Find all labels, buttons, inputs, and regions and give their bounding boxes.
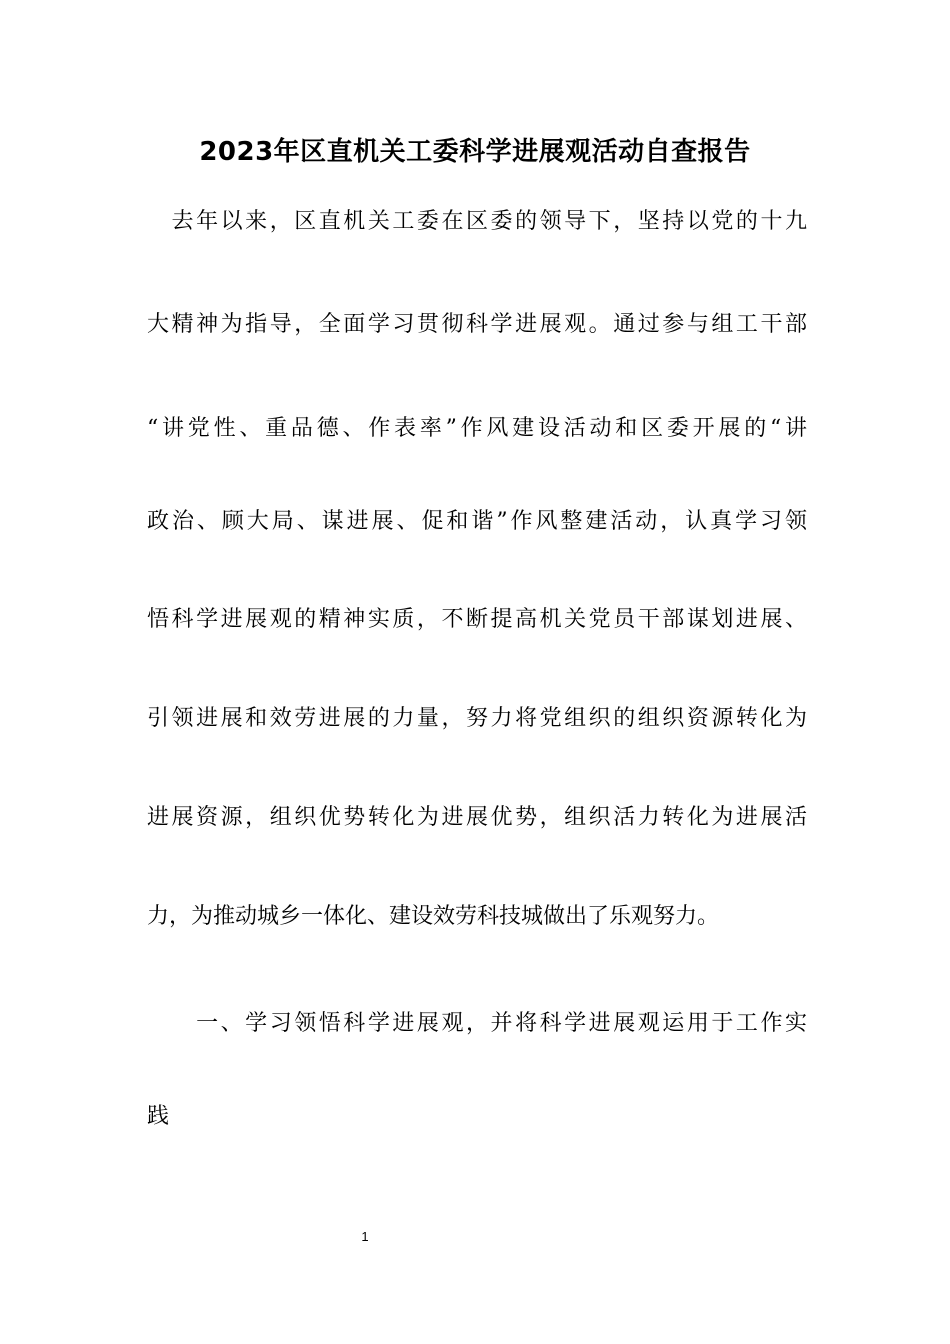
paragraph-line: 悟科学进展观的精神实质，不断提高机关党员干部谋划进展、: [147, 607, 807, 632]
paragraph-line: 政治、顾大局、谋进展、促和谐”作风整建活动，认真学习领: [147, 509, 807, 534]
page-number: 1: [361, 1229, 369, 1244]
section-heading-line: 一、学习领悟科学进展观，并将科学进展观运用于工作实: [147, 1011, 807, 1036]
paragraph-line: 引领进展和效劳进展的力量，努力将党组织的组织资源转化为: [147, 706, 807, 731]
paragraph-line: 去年以来，区直机关工委在区委的领导下，坚持以党的十九: [147, 209, 807, 234]
paragraph-line: 大精神为指导，全面学习贯彻科学进展观。通过参与组工干部: [147, 312, 807, 337]
paragraph-line: 进展资源，组织优势转化为进展优势，组织活力转化为进展活: [147, 805, 807, 830]
document-title: 2023年区直机关工委科学进展观活动自查报告: [199, 137, 751, 167]
paragraph-line: “讲党性、重品德、作表率”作风建设活动和区委开展的“讲: [147, 416, 807, 441]
paragraph-line: 力，为推动城乡一体化、建设效劳科技城做出了乐观努力。: [147, 904, 720, 929]
section-heading-line: 践: [147, 1104, 170, 1129]
